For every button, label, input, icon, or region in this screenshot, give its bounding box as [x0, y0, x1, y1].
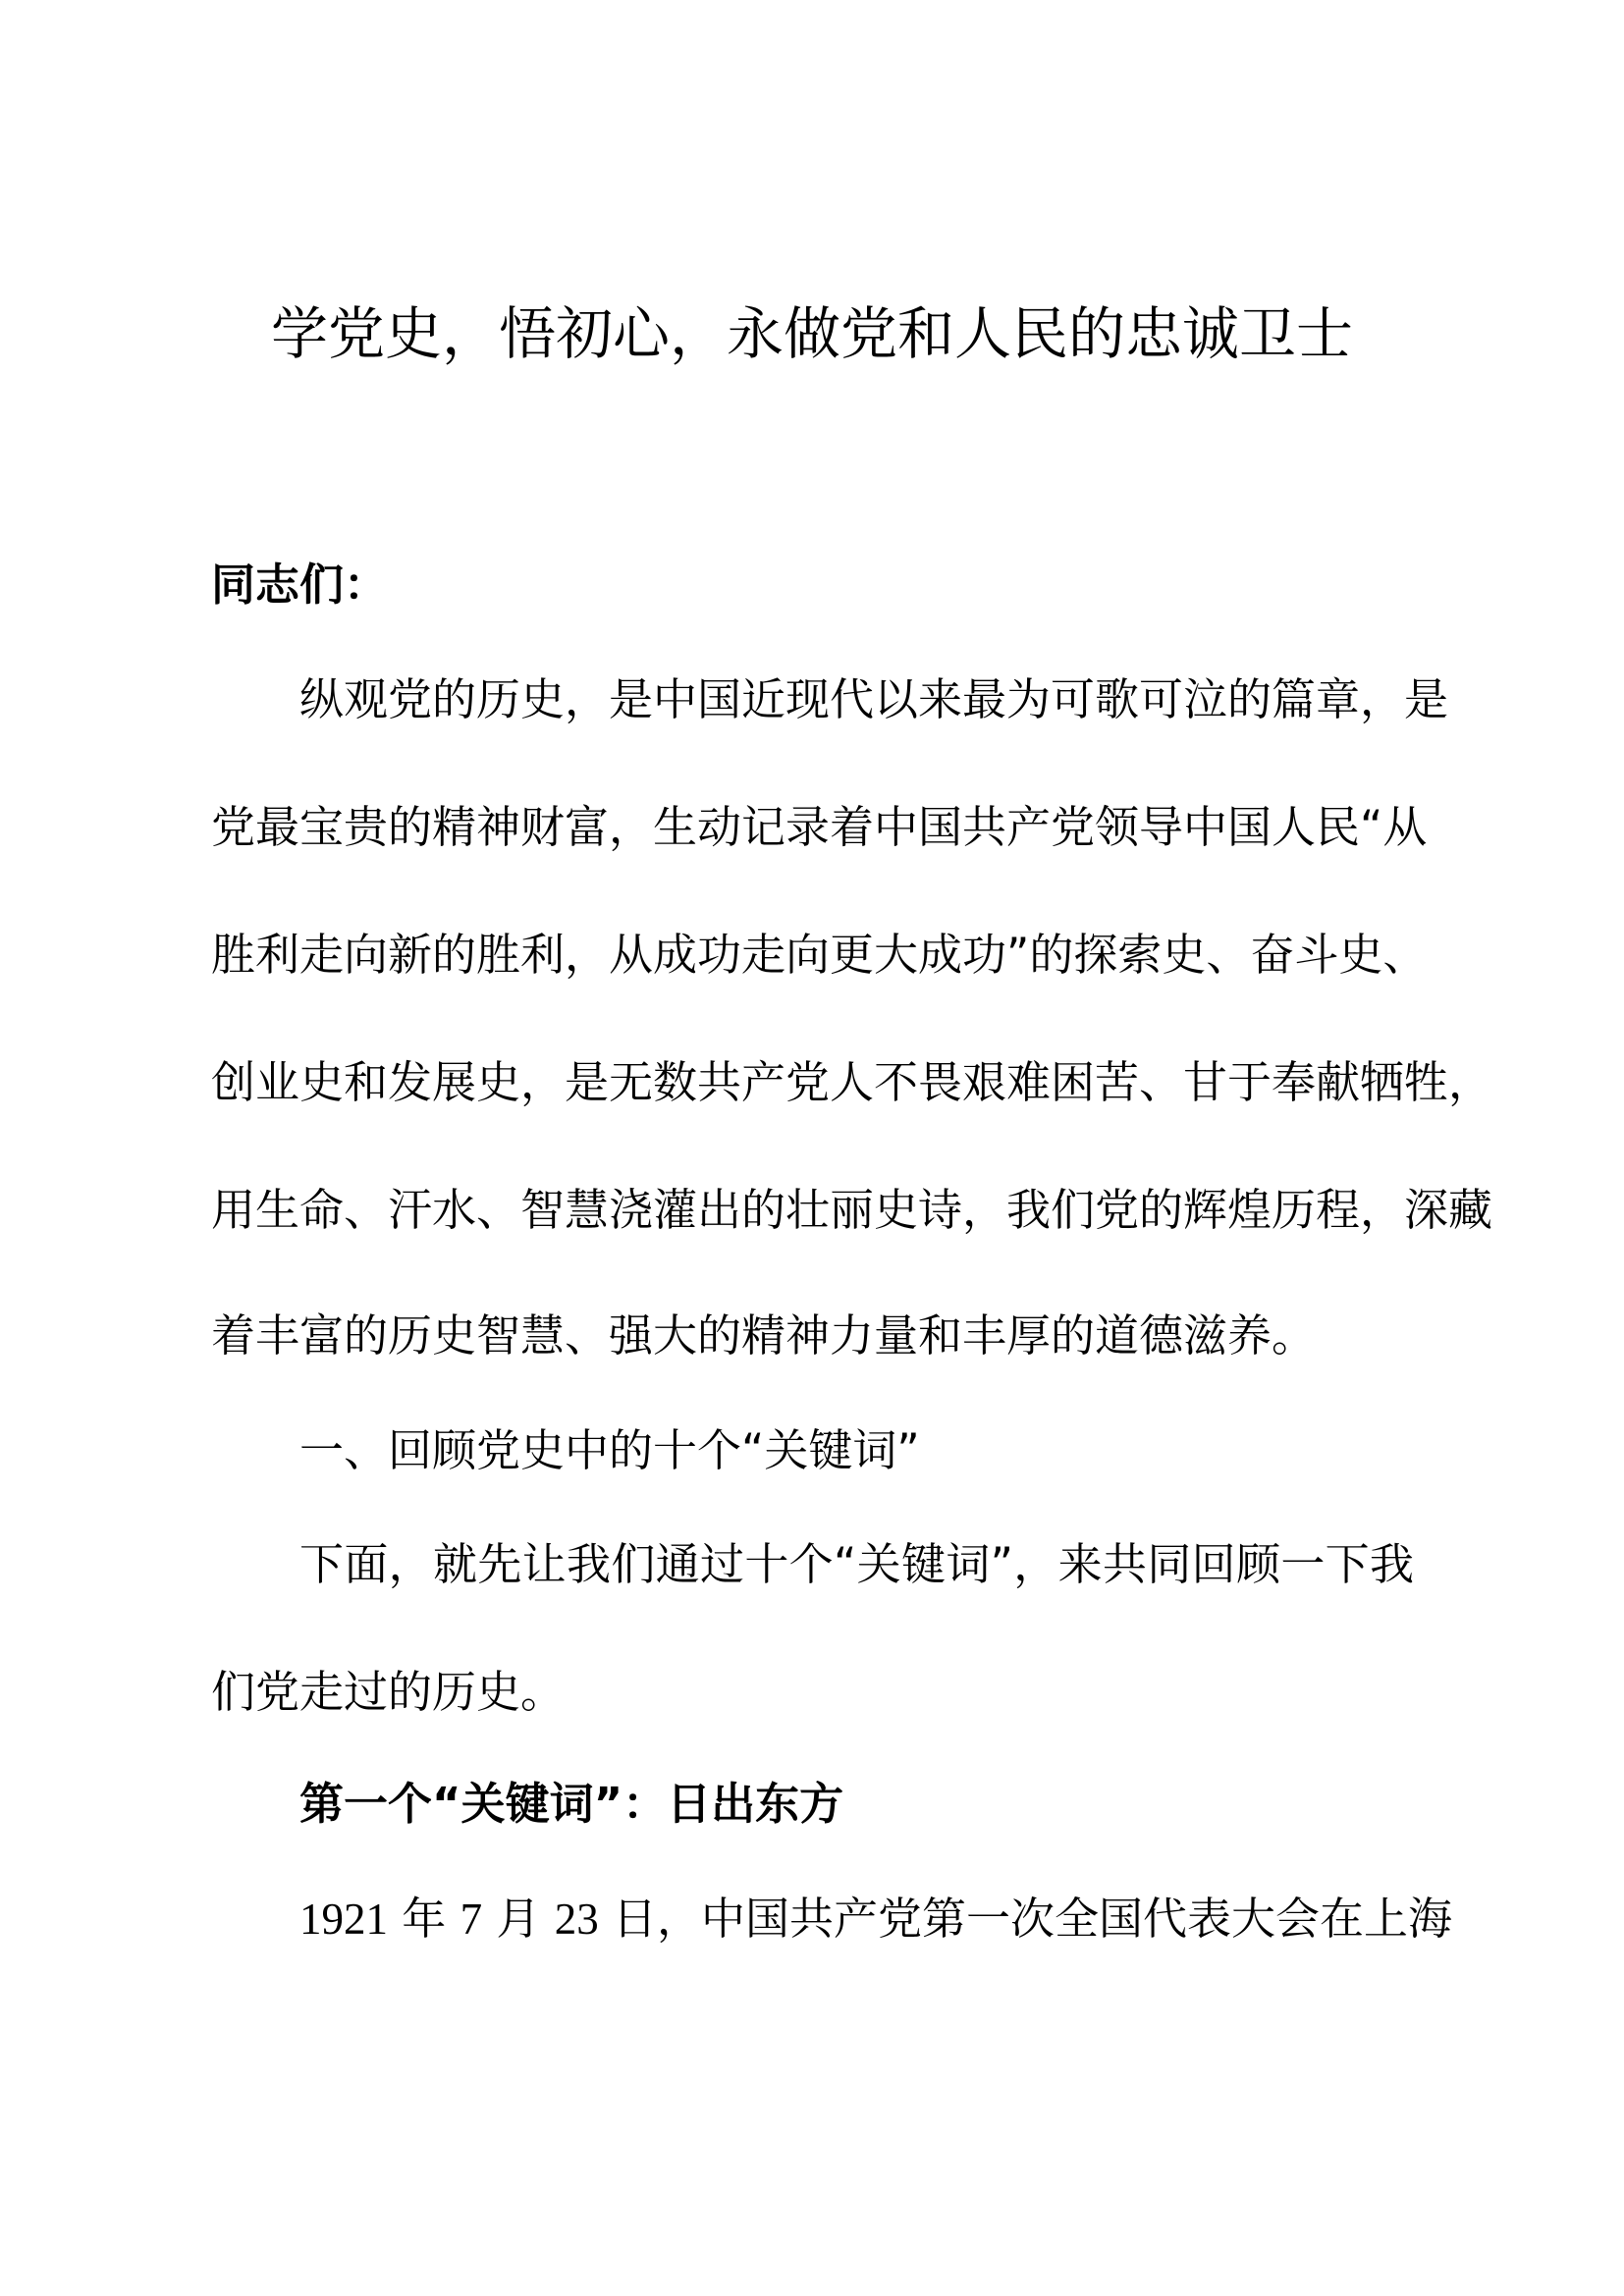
- date-rest: 日，中国共产党第一次全国代表大会在上海: [598, 1893, 1453, 1945]
- paragraph-line: 胜利走向新的胜利，从成功走向更大成功”的探索史、奋斗史、: [211, 929, 1428, 981]
- paragraph-line: 着丰富的历史智慧、强大的精神力量和丰厚的道德滋养。: [211, 1309, 1317, 1362]
- date-month: 7: [460, 1895, 483, 1944]
- section-heading: 一、回顾党史中的十个“关键词”: [299, 1424, 920, 1476]
- paragraph-line: 用生命、汗水、智慧浇灌出的壮丽史诗，我们党的辉煌历程，深藏: [211, 1184, 1493, 1236]
- paragraph-line: 党最宝贵的精神财富，生动记录着中国共产党领导中国人民“从: [211, 801, 1428, 853]
- paragraph-line: 下面，就先让我们通过十个“关键词”，来共同回顾一下我: [299, 1538, 1414, 1590]
- salutation: 同志们：: [211, 559, 389, 611]
- paragraph-line: 纵观党的历史，是中国近现代以来最为可歌可泣的篇章，是: [299, 673, 1449, 725]
- date-year: 1921: [299, 1895, 388, 1944]
- paragraph-line: 创业史和发展史，是无数共产党人不畏艰难困苦、甘于奉献牺牲，: [211, 1056, 1493, 1108]
- paragraph-date-line: [299, 1893, 1453, 1945]
- date-month-unit: 月: [482, 1893, 555, 1945]
- paragraph-line: 们党走过的历史。: [211, 1666, 566, 1718]
- date-year-unit: 年: [388, 1893, 460, 1945]
- date-day: 23: [554, 1895, 599, 1944]
- keyword-heading: 第一个“关键词”：日出东方: [299, 1778, 844, 1830]
- document-title: 学党史，悟初心，永做党和人民的忠诚卫士: [270, 300, 1353, 367]
